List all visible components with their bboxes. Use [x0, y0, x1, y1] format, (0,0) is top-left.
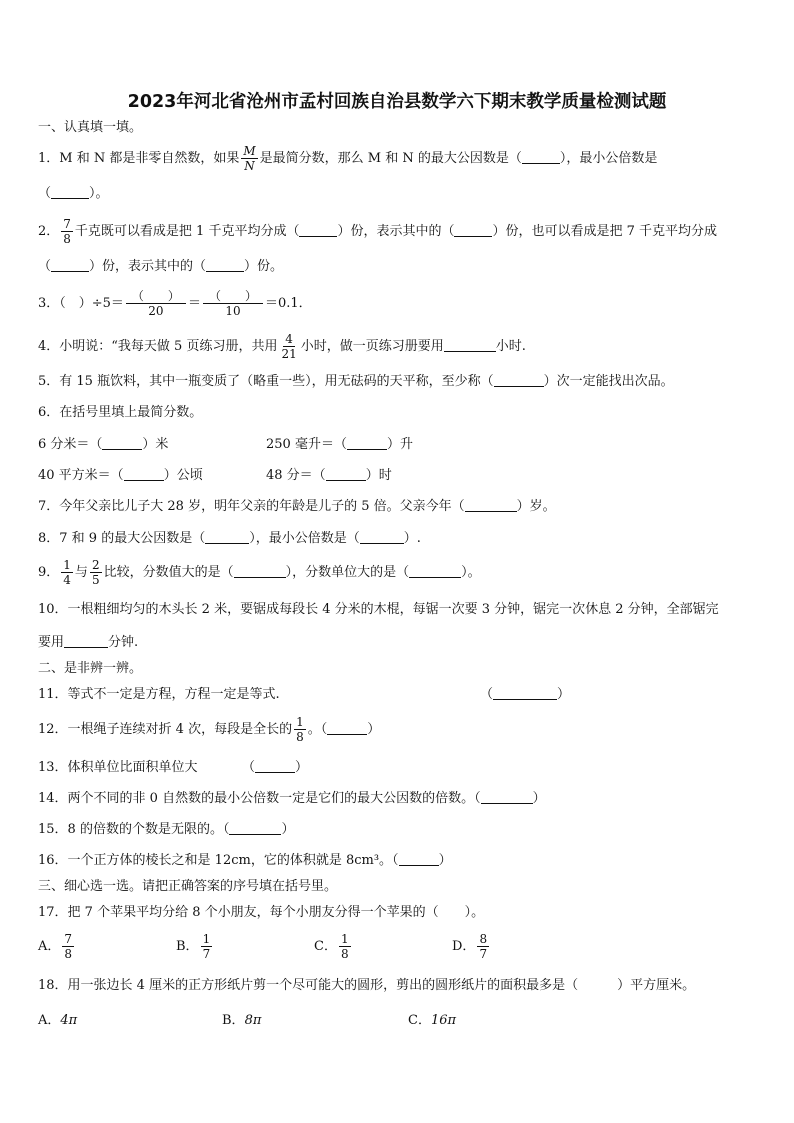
question-16: 16．一个正方体的棱长之和是 12cm，它的体积就是 8cm³。（ ） [38, 853, 452, 868]
answer-blank[interactable] [255, 760, 295, 773]
answer-blank[interactable] [444, 339, 496, 352]
answer-blank[interactable] [51, 186, 89, 199]
answer-blank[interactable] [522, 151, 560, 164]
question-5: 5．有 15 瓶饮料，其中一瓶变质了（略重一些），用无砝码的天平称，至少称（ ）次一定能找出次品。 [38, 374, 674, 389]
answer-blank[interactable] [102, 437, 142, 450]
option-a[interactable]: A．4π [38, 1013, 78, 1028]
answer-blank[interactable] [206, 259, 244, 272]
question-6-row-2-right: 48 分＝（ ）时 [266, 468, 392, 483]
fraction-7-8: $\frac{7}{8}$ [63, 217, 71, 246]
question-14: 14．两个不同的非 0 自然数的最小公倍数一定是它们的最大公因数的倍数。（ ） [38, 791, 546, 806]
question-6-row-1-left: 6 分米＝（ ）米 [38, 437, 169, 452]
question-9: 9． $\frac{1}{4}$ 与 $\frac{2}{5}$ 比较，分数值大的是（ ），分数单位大的是（ ）。 [38, 558, 481, 587]
answer-blank[interactable] [326, 468, 366, 481]
question-11-answer: （ ） [480, 687, 571, 702]
question-6-row-1-right: 250 毫升＝（ ）升 [266, 437, 413, 452]
question-12: 12．一根绳子连续对折 4 次，每段是全长的 $\frac{1}{8}$ 。（ ） [38, 715, 381, 744]
answer-blank[interactable] [124, 468, 164, 481]
answer-blank[interactable] [409, 565, 461, 578]
question-8: 8．7 和 9 的最大公因数是（ ），最小公倍数是（ ）. [38, 531, 421, 546]
answer-blank[interactable] [493, 687, 557, 700]
page-title: 2023年河北省沧州市孟村回族自治县数学六下期末教学质量检测试题 [127, 92, 667, 112]
answer-blank[interactable] [399, 853, 439, 866]
answer-blank[interactable] [454, 224, 492, 237]
question-10: 10．一根粗细均匀的木头长 2 米，要锯成每段长 4 分米的木棍，每锯一次要 3 分钟，锯完一次休息 2 分钟，全部锯完 [38, 602, 719, 617]
answer-blank[interactable] [327, 722, 367, 735]
answer-blank[interactable] [465, 499, 517, 512]
fraction-4-21: $\frac{4}{21}$ [281, 332, 297, 361]
answer-blank[interactable] [205, 531, 249, 544]
answer-blank[interactable] [360, 531, 404, 544]
question-2-line-2: （ ）份，表示其中的（ ）份。 [38, 259, 284, 274]
option-b[interactable]: B．8π [222, 1013, 262, 1028]
question-17: 17．把 7 个苹果平均分给 8 个小朋友，每个小朋友分得一个苹果的（ ）。 [38, 905, 485, 920]
option-a[interactable]: A． $\frac{7}{8}$ [38, 932, 73, 961]
option-c[interactable]: C． $\frac{1}{8}$ [314, 932, 349, 961]
fraction-blank-over-10: $\frac{( )}{10}$ [203, 289, 263, 318]
fraction-m-over-n: $\frac{M}{N}$ [243, 144, 256, 173]
question-7: 7．今年父亲比儿子大 28 岁，明年父亲的年龄是儿子的 5 倍。父亲今年（ ）岁。 [38, 499, 556, 514]
question-4: 4．小明说：“我每天做 5 页练习册，共用 $\frac{4}{21}$ 小时，做一页练习册要用 小时. [38, 332, 526, 361]
option-b[interactable]: B． $\frac{1}{7}$ [176, 932, 211, 961]
section-2-heading: 二、是非辨一辨。 [38, 661, 143, 676]
question-6-row-2-left: 40 平方米＝（ ）公顷 [38, 468, 203, 483]
answer-blank[interactable] [234, 565, 286, 578]
answer-blank[interactable] [347, 437, 387, 450]
answer-blank[interactable] [494, 374, 544, 387]
option-d[interactable]: D． $\frac{8}{7}$ [452, 932, 488, 961]
answer-blank[interactable] [299, 224, 337, 237]
section-3-heading: 三、细心选一选。请把正确答案的序号填在括号里。 [38, 879, 338, 894]
question-13-answer: （ ） [242, 760, 309, 775]
fraction-1-8: $\frac{1}{8}$ [296, 715, 304, 744]
fraction-1-4: $\frac{1}{4}$ [63, 558, 71, 587]
question-10-line-2: 要用 分钟. [38, 635, 139, 650]
fraction-2-5: $\frac{2}{5}$ [91, 558, 100, 587]
question-2: 2． $\frac{7}{8}$ 千克既可以看成是把 1 千克平均分成（ ）份，表示其中的（ ）份，也可以看成是把 7 千克平均分成 [38, 217, 718, 246]
question-1-line-2: （ ）。 [38, 186, 109, 201]
section-1-heading: 一、认真填一填。 [38, 120, 143, 135]
question-11: 11．等式不一定是方程，方程一定是等式. [38, 687, 280, 702]
answer-blank[interactable] [229, 822, 281, 835]
question-18: 18．用一张边长 4 厘米的正方形纸片剪一个尽可能大的圆形，剪出的圆形纸片的面积最多是（ ）平方厘米。 [38, 978, 696, 993]
question-3: 3．（ ）÷5＝ $\frac{( )}{20}$ ＝ $\frac{( )}{10}$ ＝0.1． [38, 289, 312, 318]
answer-blank[interactable] [51, 259, 89, 272]
question-6: 6．在括号里填上最简分数。 [38, 405, 203, 420]
question-1: 1．M 和 N 都是非零自然数，如果 $\frac{M}{N}$ 是最简分数，那么 M 和 N 的最大公因数是（ ），最小公倍数是 [38, 144, 658, 173]
question-15: 15．8 的倍数的个数是无限的。（ ） [38, 822, 295, 837]
answer-blank[interactable] [64, 635, 108, 648]
question-13: 13．体积单位比面积单位大 [38, 760, 198, 775]
option-c[interactable]: C．16π [408, 1013, 457, 1028]
fraction-blank-over-20: $\frac{( )}{20}$ [126, 289, 186, 318]
answer-blank[interactable] [481, 791, 533, 804]
